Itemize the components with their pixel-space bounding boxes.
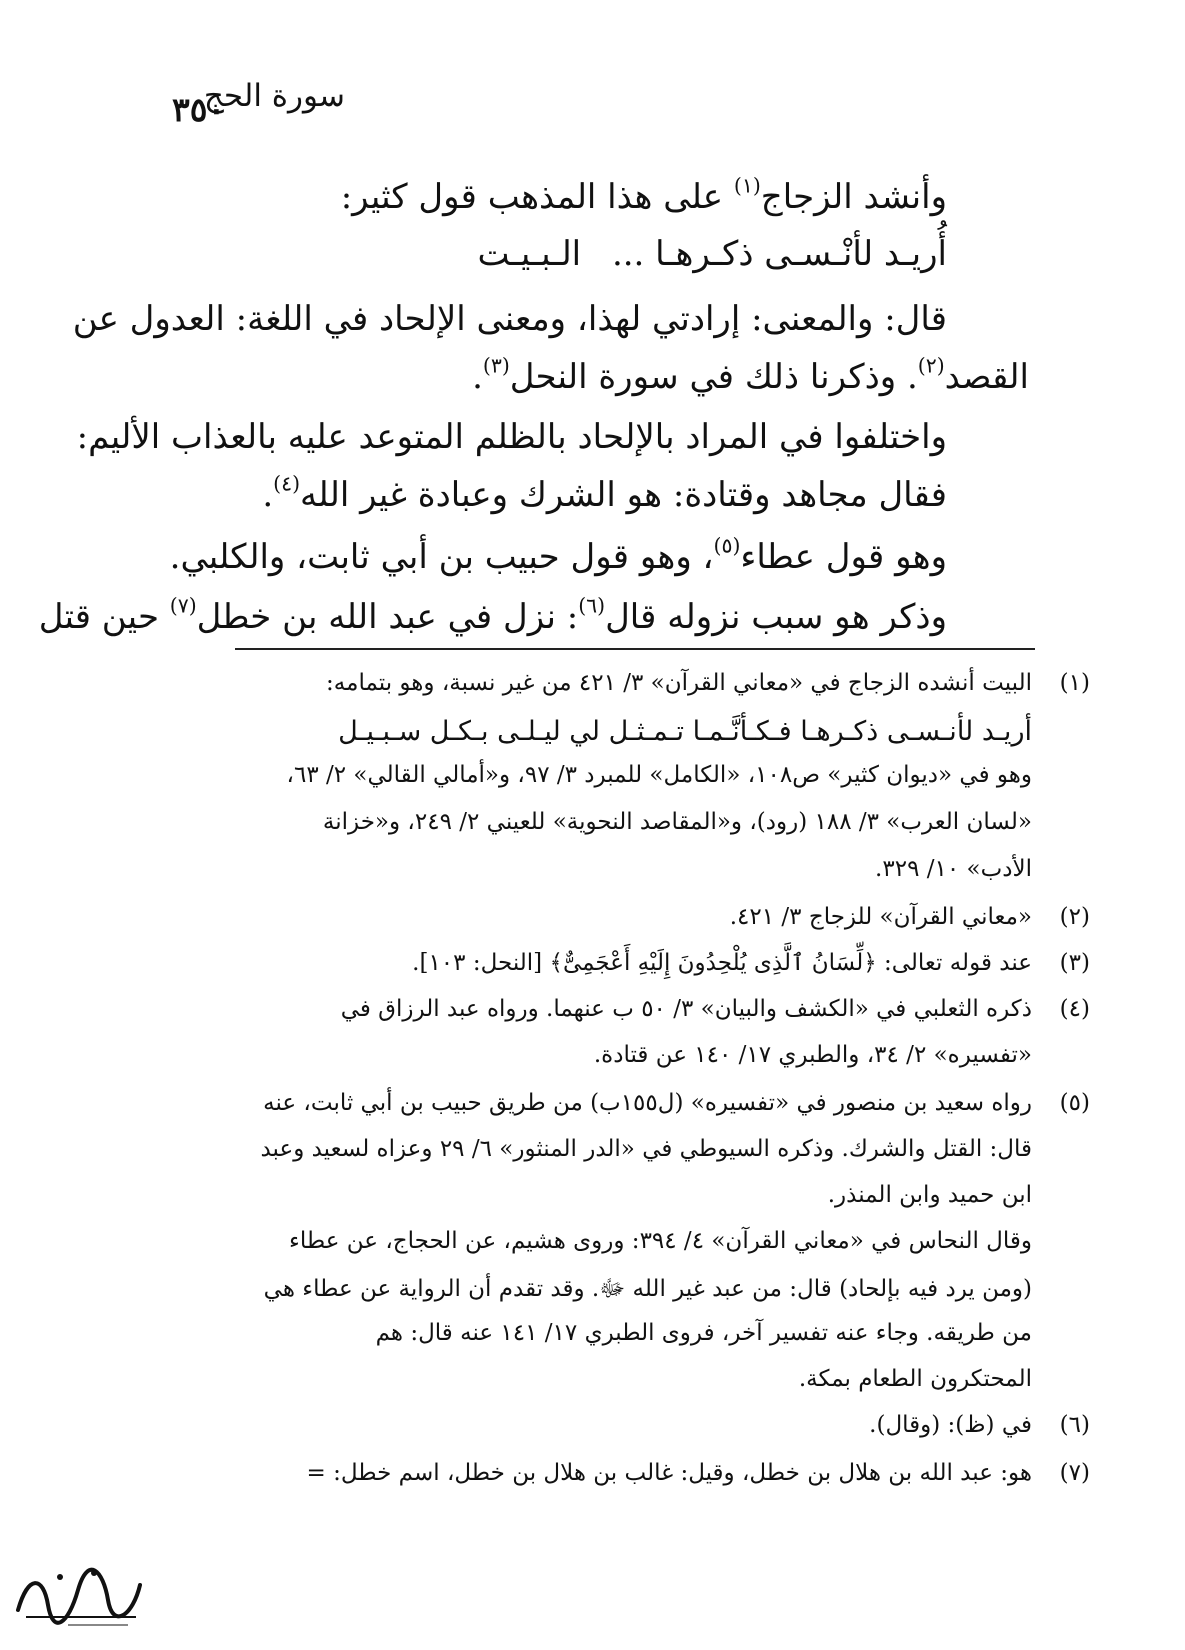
footnote-6-line-1: في (ظ): (وقال).	[869, 1412, 1032, 1438]
footnote-5-line-4: وقال النحاس في «معاني القرآن» ٤/ ٣٩٤: وروى هشيم، عن الحجاج، عن عطاء	[289, 1228, 1032, 1254]
footnote-ref-7[interactable]: (٧)	[169, 593, 197, 618]
main-line-7-a: وهو قول عطاء	[740, 537, 947, 577]
footnote-4-number: (٤)	[1059, 996, 1090, 1022]
main-line-8	[38, 593, 947, 637]
main-line-4	[472, 353, 1029, 397]
main-line-1-rest: على هذا المذهب قول كثير:	[340, 177, 734, 217]
footnote-ref-2[interactable]: (٢)	[917, 353, 945, 378]
footnote-1-line-5: الأدب» ١٠/ ٣٢٩.	[875, 856, 1032, 882]
footnote-ref-4[interactable]: (٤)	[273, 471, 301, 496]
main-line-4-b: . وذكرنا ذلك في سورة النحل	[509, 357, 918, 397]
footnote-5-line-1: رواه سعيد بن منصور في «تفسيره» (ل١٥٥ب) من طريق حبيب بن أبي ثابت، عنه	[263, 1090, 1032, 1116]
main-line-6-a: فقال مجاهد وقتادة: هو الشرك وعبادة غير الله	[300, 475, 947, 515]
library-logo-stamp	[8, 1555, 148, 1635]
footnote-5-line-6: من طريقه. وجاء عنه تفسير آخر، فروى الطبري ١٧/ ١٤١ عنه قال: هم	[375, 1320, 1032, 1346]
main-line-8-b: : نزل في عبد الله بن خطل	[196, 597, 579, 637]
main-line-1	[340, 173, 947, 217]
main-line-8-a: وذكر هو سبب نزوله قال	[605, 597, 947, 637]
main-line-4-a: القصد	[944, 357, 1029, 397]
footnote-5-line-3: ابن حميد وابن المنذر.	[827, 1182, 1032, 1208]
footnote-4-line-1: ذكره الثعلبي في «الكشف والبيان» ٣/ ٥٠ ب عنهما. ورواه عبد الرزاق في	[340, 996, 1032, 1022]
footnote-7-line-1: هو: عبد الله بن هلال بن خطل، وقيل: غالب بن هلال بن خطل، اسم خطل: =	[306, 1460, 1032, 1486]
footnote-1-line-1: البيت أنشده الزجاج في «معاني القرآن» ٣/ ٤٢١ من غير نسبة، وهو بتمامه:	[326, 670, 1032, 696]
footnote-separator	[235, 648, 1035, 650]
main-line-7	[169, 533, 947, 577]
main-line-7-b: ، وهو قول حبيب بن أبي ثابت، والكلبي.	[169, 537, 714, 577]
footnote-1-line-4: «لسان العرب» ٣/ ١٨٨ (رود)، و«المقاصد النحوية» للعيني ٢/ ٢٤٩، و«خزانة	[322, 809, 1032, 835]
footnote-5-line-5: (ومن يرد فيه بإلحاد) قال: من عبد غير الله ﷻ. وقد تقدم أن الرواية عن عطاء هي	[263, 1276, 1032, 1302]
main-line-8-c: حين قتل	[38, 597, 170, 637]
footnote-ref-6[interactable]: (٦)	[578, 593, 606, 618]
footnote-ref-3[interactable]: (٣)	[482, 353, 510, 378]
footnote-1-number: (١)	[1059, 670, 1090, 696]
main-line-5: واختلفوا في المراد بالإلحاد بالظلم المتوعد عليه بالعذاب الأليم:	[76, 417, 947, 457]
footnote-ref-1[interactable]: (١)	[733, 173, 761, 198]
footnote-2-number: (٢)	[1059, 904, 1090, 930]
footnote-3-line-1: عند قوله تعالى: ﴿لِّسَانُ ٱلَّذِى يُلْحِدُونَ إِلَيْهِ أَعْجَمِىٌّ﴾ [النحل: ١٠٣].	[412, 950, 1032, 976]
main-line-6-b: .	[262, 475, 274, 515]
footnote-2-line-1: «معاني القرآن» للزجاج ٣/ ٤٢١.	[729, 904, 1032, 930]
footnote-5-number: (٥)	[1059, 1090, 1090, 1116]
main-line-1-text: وأنشد الزجاج	[760, 177, 947, 217]
main-line-6	[262, 471, 947, 515]
footnote-6-number: (٦)	[1059, 1412, 1090, 1438]
footnote-7-number: (٧)	[1059, 1460, 1090, 1486]
main-line-4-c: .	[472, 357, 483, 397]
footnote-1-line-3: وهو في «ديوان كثير» ص١٠٨، «الكامل» للمبرد ٣/ ٩٧، و«أمالي القالي» ٢/ ٦٣،	[286, 762, 1032, 788]
page-number: ٣٥٠	[172, 90, 226, 129]
verse-hemistich-2: الـبـيـت	[477, 234, 582, 274]
footnote-4-line-2: «تفسيره» ٢/ ٣٤، والطبري ١٧/ ١٤٠ عن قتادة.	[593, 1042, 1032, 1068]
verse-hemistich-1: أُريـد لأنْـسـى ذكـرهـا ...	[611, 234, 947, 274]
surah-title: سورة الحج	[203, 78, 345, 114]
footnote-ref-5[interactable]: (٥)	[713, 533, 741, 558]
footnote-5-line-7: المحتكرون الطعام بمكة.	[798, 1366, 1032, 1392]
footnote-5-line-2: قال: القتل والشرك. وذكره السيوطي في «الدر المنثور» ٦/ ٢٩ وعزاه لسعيد وعبد	[260, 1136, 1032, 1162]
verse-line	[147, 234, 947, 274]
footnote-1-verse: أريـد لأنـسـى ذكـرهـا فـكـأنَّـمـا تـمـثـل لي ليـلـى بـكـل سـبـيـل	[338, 716, 1032, 747]
footnote-3-number: (٣)	[1059, 950, 1090, 976]
main-line-3: قال: والمعنى: إرادتي لهذا، ومعنى الإلحاد في اللغة: العدول عن	[72, 299, 947, 339]
